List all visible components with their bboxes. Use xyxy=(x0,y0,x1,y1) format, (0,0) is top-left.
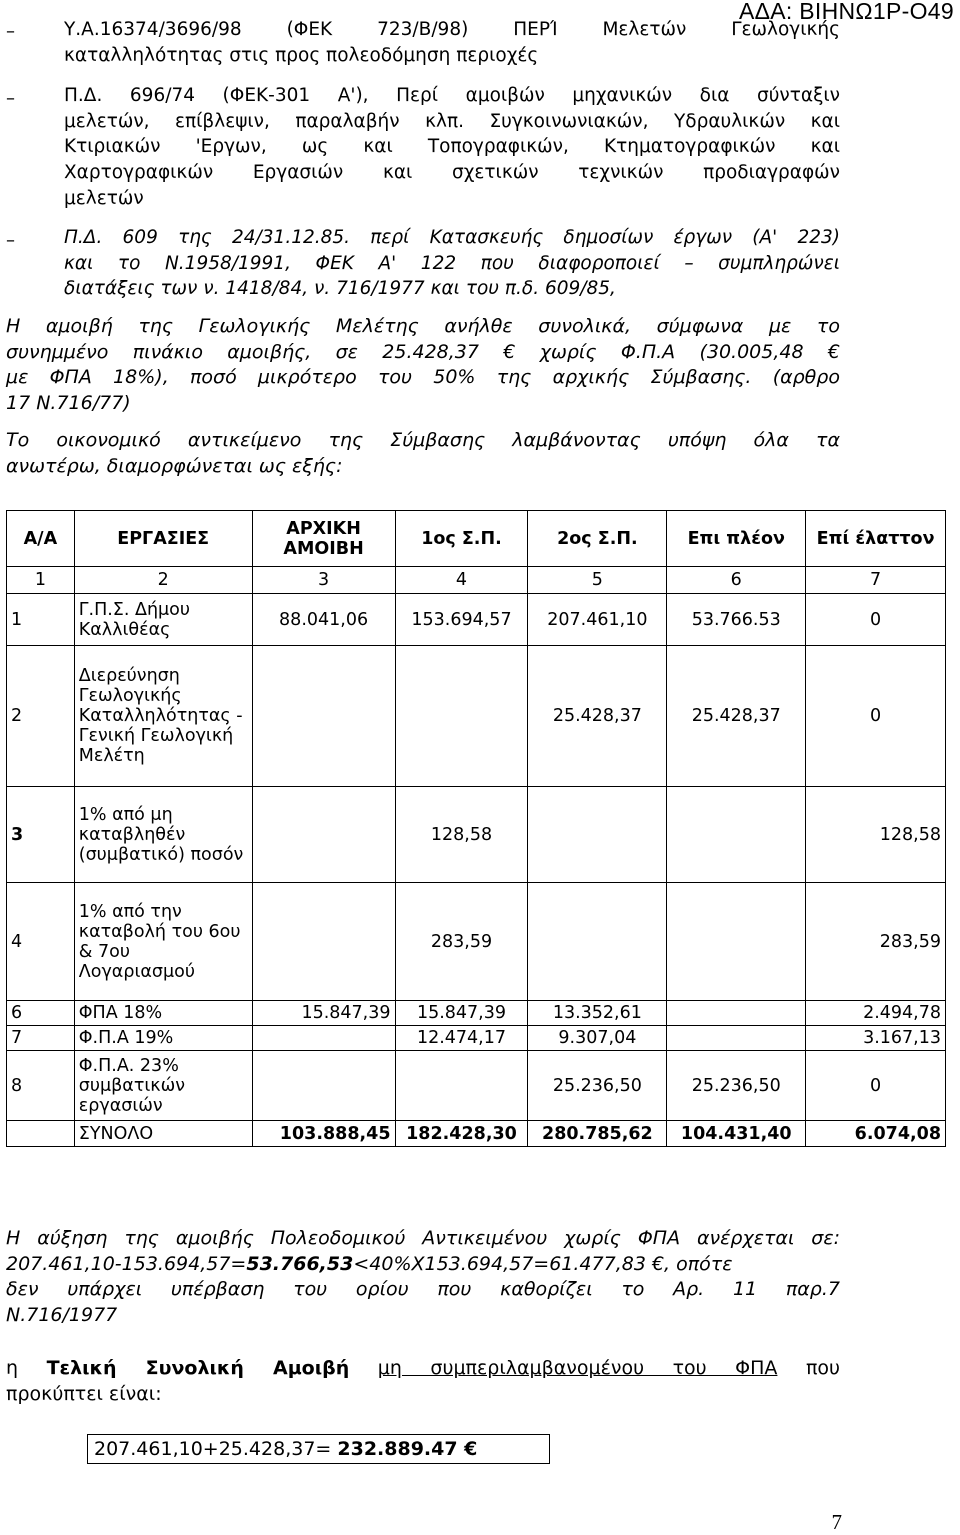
header-initial: ΑΡΧΙΚΗ ΑΜΟΙΒΗ xyxy=(252,511,395,567)
budget-paragraph: Το οικονομικό αντικείμενο της Σύμβασης λαμβάνοντας υπόψη όλα τα ανωτέρω, διαμορφώνεται ως εξής: xyxy=(6,429,840,477)
table-header-row xyxy=(7,511,946,567)
dash-bullet: – xyxy=(6,230,15,251)
final-paragraph: η Τελική Συνολική Αμοιβή μη συμπεριλαμβανομένου του ΦΠΑ που προκύπτει είναι: xyxy=(6,1357,840,1405)
header-sp1: 1ος Σ.Π. xyxy=(395,511,528,567)
table-row: 8 Φ.Π.Α. 23% συμβατικών εργασιών 25.236,50 25.236,50 0 xyxy=(7,1051,946,1121)
header-extra: Επι πλέον xyxy=(667,511,806,567)
table-row: 1 Γ.Π.Σ. Δήμου Καλλιθέας 88.041,06 153.694,57 207.461,10 53.766.53 0 xyxy=(7,594,946,646)
document-code: ΑΔΑ: ΒΙΗΝΩ1Ρ-Ο49 xyxy=(738,0,954,24)
header-sp2: 2ος Σ.Π. xyxy=(528,511,667,567)
total-amount-box: 207.461,10+25.428,37= 232.889.47 € xyxy=(87,1434,550,1464)
increase-paragraph: Η αύξηση της αμοιβής Πολεοδομικού Αντικειμένου χωρίς ΦΠΑ ανέρχεται σε: 207.461,10-153.694,57=53.766,53<40%Χ153.694,57=61.477,83 €, οπότε δεν υπάρχει υπέρβαση του ορίου που καθορίζει το Αρ. 11 παρ.7 Ν.716/1977 xyxy=(6,1227,840,1326)
table-row: 6 ΦΠΑ 18% 15.847,39 15.847,39 13.352,61 2.494,78 xyxy=(7,1001,946,1026)
table-row: 3 1% από μη καταβληθέν (συμβατικό) ποσόν 128,58 128,58 xyxy=(7,787,946,883)
page-number: 7 xyxy=(831,1510,842,1534)
dash-bullet: – xyxy=(6,88,15,109)
total-row: ΣΥΝΟΛΟ 103.888,45 182.428,30 280.785,62 104.431,40 6.074,08 xyxy=(7,1121,946,1147)
numbering-row: 1 2 3 4 5 6 7 xyxy=(7,567,946,594)
dash-bullet: – xyxy=(6,21,15,42)
table-row: 7 Φ.Π.Α 19% 12.474,17 9.307,04 3.167,13 xyxy=(7,1026,946,1051)
table-row: 4 1% από την καταβολή του 6ου & 7ου Λογαριασμού 283,59 283,59 xyxy=(7,883,946,1001)
header-less: Επί έλαττον xyxy=(806,511,946,567)
header-aa: Α/Α xyxy=(7,511,75,567)
header-tasks: ΕΡΓΑΣΙΕΣ xyxy=(74,511,252,567)
fees-table xyxy=(6,510,946,1147)
table-row: 2 Διερεύνηση Γεωλογικής Καταλληλότητας - Γενική Γεωλογική Μελέτη 25.428,37 25.428,37 0 xyxy=(7,646,946,787)
fee-paragraph: Η αμοιβή της Γεωλογικής Μελέτης ανήλθε συνολικά, σύμφωνα με το συνημμένο πινάκιο αμοιβής, σε 25.428,37 € χωρίς Φ.Π.Α (30.005,48 € με ΦΠΑ 18%), ποσό μικρότερο του 50% της αρχικής Σύμβασης. (αρθρο 17 Ν.716/77) xyxy=(6,315,840,414)
